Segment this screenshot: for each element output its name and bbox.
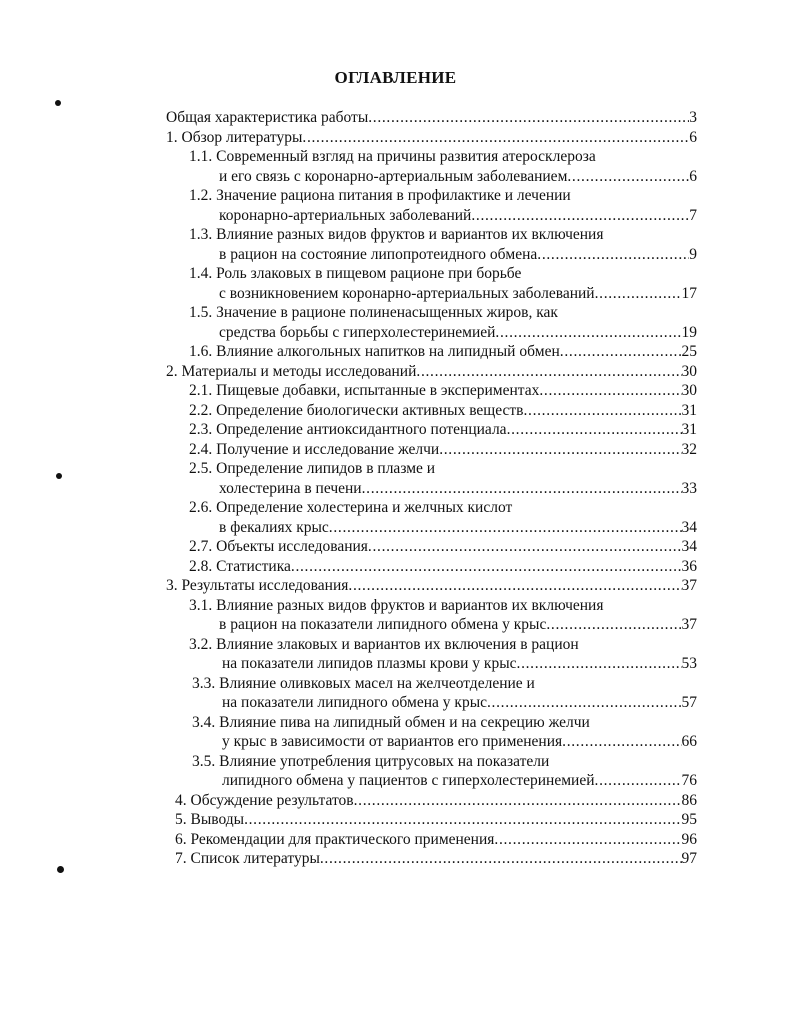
toc-entry	[189, 303, 558, 323]
toc-entry-text: 2.8. Статистика	[189, 557, 291, 575]
toc-entry	[222, 693, 697, 713]
dot-leader	[567, 167, 689, 187]
toc-entry-text: 1.3. Влияние разных видов фруктов и вариантов их включения	[189, 226, 604, 243]
toc-entry-page: 33	[681, 479, 697, 497]
toc-entry-text: 3.1. Влияние разных видов фруктов и вариантов их включения	[189, 596, 604, 614]
toc-entry-text: 1.4. Роль злаковых в пищевом рационе при борьбе	[189, 265, 522, 282]
dot-leader	[562, 732, 681, 752]
dot-leader	[539, 381, 681, 401]
dot-leader	[368, 537, 682, 557]
dot-leader	[595, 284, 682, 304]
toc-entry-page: 34	[681, 518, 697, 536]
toc-entry-page: 95	[681, 811, 697, 828]
toc-entry-page: 96	[681, 830, 697, 848]
dot-leader	[416, 362, 681, 382]
toc-entry	[219, 206, 697, 226]
toc-entry	[189, 498, 512, 518]
dot-leader	[368, 108, 689, 128]
toc-entry	[192, 752, 549, 772]
scan-speck	[55, 100, 61, 106]
toc-entry-text: 3.5. Влияние употребления цитрусовых на показатели	[192, 752, 550, 770]
toc-entry-text: коронарно-артериальных заболеваний	[219, 206, 472, 224]
toc-entry-text: 3. Результаты исследования	[166, 577, 349, 594]
toc-entry	[192, 674, 535, 694]
dot-leader	[354, 791, 682, 811]
toc-entry	[219, 615, 697, 635]
toc-entry	[189, 635, 579, 655]
toc-entry-text: средства борьбы с гиперхолестеринемией	[219, 323, 496, 341]
toc-entry	[189, 264, 521, 284]
dot-leader	[471, 206, 689, 226]
toc-entry-page: 9	[689, 245, 697, 263]
toc-entry	[189, 420, 697, 440]
toc-entry-text: 3.4. Влияние пива на липидный обмен и на секрецию желчи	[192, 713, 590, 731]
toc-entry-page: 19	[681, 323, 697, 341]
dot-leader	[523, 401, 681, 421]
toc-entry	[189, 147, 596, 167]
toc-entry-text: 1.6. Влияние алкогольных напитков на липидный обмен	[189, 343, 560, 360]
dot-leader	[546, 615, 681, 635]
toc-entry-page: 53	[681, 655, 697, 672]
toc-entry-text: на показатели липидного обмена у крыс	[222, 694, 487, 711]
toc-entry	[189, 342, 697, 362]
toc-entry-text: 2.6. Определение холестерина и желчных кислот	[189, 499, 513, 516]
toc-entry-page: 32	[681, 440, 697, 458]
toc-entry	[166, 108, 697, 128]
toc-entry	[219, 167, 697, 187]
toc-entry-text: липидного обмена у пациентов с гиперхолестеринемией	[222, 772, 595, 789]
toc-entry-page: 30	[681, 362, 697, 380]
toc-entry-text: 2.5. Определение липидов в плазме и	[189, 460, 436, 477]
toc-entry-text: Общая характеристика работы	[166, 109, 369, 126]
toc-entry-text: 1.1. Современный взгляд на причины развития атеросклероза	[189, 148, 596, 165]
toc-entry-page: 6	[689, 167, 697, 185]
toc-entry	[219, 323, 697, 343]
toc-entry-text: 2.4. Получение и исследование желчи	[189, 440, 440, 458]
toc-entry	[175, 849, 697, 869]
toc-entry-text: 3.2. Влияние злаковых и вариантов их включения в рацион	[189, 635, 579, 653]
toc-entry-page: 37	[681, 577, 697, 594]
dot-leader	[517, 654, 682, 674]
toc-entry-page: 66	[681, 733, 697, 750]
dot-leader	[320, 849, 682, 869]
toc-entry-text: 1.2. Значение рациона питания в профилактике и лечении	[189, 187, 571, 204]
toc-entry-text: холестерина в печени	[219, 479, 362, 497]
toc-entry-text: 2.1. Пищевые добавки, испытанные в экспериментах	[189, 382, 540, 399]
toc-entry	[166, 576, 697, 596]
dot-leader	[494, 830, 681, 850]
toc-entry	[192, 713, 590, 733]
toc-entry-text: в рацион на показатели липидного обмена у крыс	[219, 616, 547, 633]
toc-entry-page: 86	[681, 791, 697, 809]
toc-entry	[222, 654, 697, 674]
dot-leader	[348, 576, 681, 596]
toc-entry-text: 5. Выводы	[175, 811, 245, 828]
toc-entry-text: 2. Материалы и методы исследований	[166, 362, 417, 380]
toc-entry-text: 4. Обсуждение результатов	[175, 791, 354, 809]
toc-entry-page: 97	[681, 850, 697, 867]
toc-entry-text: 7. Список литературы	[175, 850, 320, 867]
toc-entry-page: 31	[681, 421, 697, 438]
dot-leader	[595, 771, 682, 791]
toc-entry	[189, 225, 603, 245]
toc-entry-page: 36	[681, 557, 697, 575]
toc-entry	[189, 381, 697, 401]
toc-entry	[166, 362, 697, 382]
toc-entry	[175, 810, 697, 830]
dot-leader	[507, 420, 682, 440]
toc-entry	[222, 771, 697, 791]
dot-leader	[244, 810, 681, 830]
dot-leader	[495, 323, 681, 343]
scan-speck	[57, 866, 64, 873]
toc-entry-page: 34	[681, 538, 697, 555]
toc-entry	[219, 284, 697, 304]
toc-entry-page: 30	[681, 382, 697, 399]
dot-leader	[329, 518, 682, 538]
dot-leader	[487, 693, 682, 713]
toc-entry-page: 57	[681, 694, 697, 711]
toc-entry	[175, 791, 697, 811]
toc-entry-text: на показатели липидов плазмы крови у крыс	[222, 655, 517, 672]
toc-entry	[222, 732, 697, 752]
dot-leader	[439, 440, 681, 460]
toc-entry	[166, 128, 697, 148]
toc-entry	[189, 596, 603, 616]
scan-speck	[56, 473, 62, 479]
toc-entry-page: 25	[681, 343, 697, 360]
toc-entry-text: и его связь с коронарно-артериальным заболеванием	[219, 167, 568, 185]
toc-entry	[189, 537, 697, 557]
toc-entry-page: 7	[689, 206, 697, 224]
toc-entry-page: 37	[681, 616, 697, 633]
page-title: ОГЛАВЛЕНИЕ	[334, 68, 457, 87]
toc-entry	[189, 401, 697, 421]
toc-entry-text: в рацион на состояние липопротеидного обмена	[219, 245, 538, 263]
toc-entry-text: 2.2. Определение биологически активных веществ	[189, 401, 524, 419]
toc-entry-page: 17	[681, 284, 697, 302]
toc-entry-text: 1. Обзор литературы	[166, 128, 303, 146]
dot-leader	[537, 245, 689, 265]
toc-entry	[189, 557, 697, 577]
toc-entry	[189, 440, 697, 460]
toc-entry	[219, 479, 697, 499]
toc-entry	[189, 459, 435, 479]
dot-leader	[560, 342, 682, 362]
toc-entry	[219, 245, 697, 265]
toc-entry-page: 3	[689, 109, 697, 126]
dot-leader	[302, 128, 689, 148]
toc-entry-page: 76	[681, 772, 697, 789]
toc-entry-text: 2.7. Объекты исследования	[189, 538, 368, 555]
toc-entry-page: 31	[681, 401, 697, 419]
toc-entry-text: 3.3. Влияние оливковых масел на желчеотделение и	[192, 674, 535, 692]
toc-entry-page: 6	[689, 128, 697, 146]
toc-entry	[189, 186, 571, 206]
toc-entry-text: с возникновением коронарно-артериальных заболеваний	[219, 284, 595, 302]
toc-entry-text: 2.3. Определение антиоксидантного потенциала	[189, 421, 507, 438]
dot-leader	[362, 479, 682, 499]
toc-entry	[219, 518, 697, 538]
toc-entry-text: 6. Рекомендации для практического применения	[175, 830, 495, 848]
toc-entry-text: в фекалиях крыс	[219, 518, 329, 536]
toc-entry-text: у крыс в зависимости от вариантов его применения	[222, 733, 563, 750]
toc-entry-text: 1.5. Значение в рационе полиненасыщенных жиров, как	[189, 304, 558, 321]
dot-leader	[291, 557, 682, 577]
toc-entry	[175, 830, 697, 850]
